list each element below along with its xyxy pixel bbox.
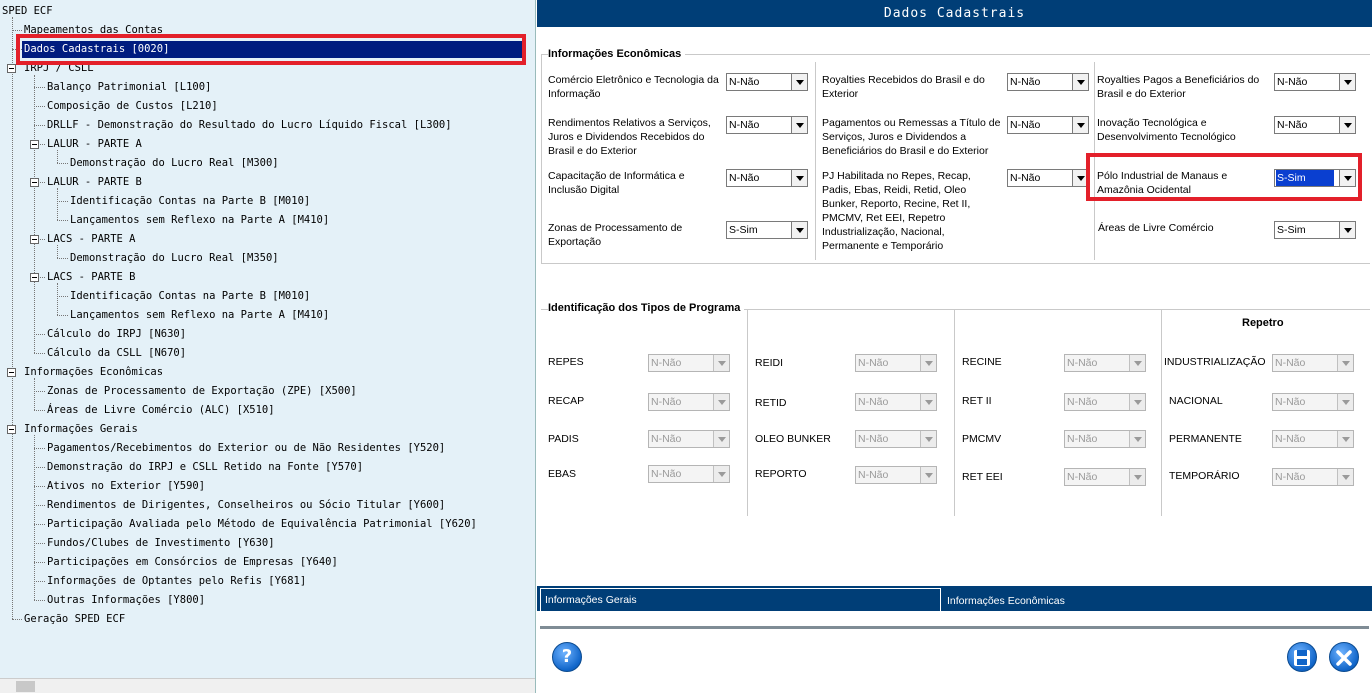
econ-select[interactable]: N-Não: [1274, 73, 1356, 91]
tree-item[interactable]: Identificação Contas na Parte B [M010]: [70, 195, 311, 207]
program-label: PERMANENTE: [1169, 433, 1242, 445]
collapse-icon[interactable]: [30, 235, 39, 244]
chevron-down-icon[interactable]: [1072, 74, 1088, 90]
program-select[interactable]: N-Não: [1272, 354, 1354, 372]
tab-informacoes-economicas[interactable]: Informações Econômicas: [947, 595, 1065, 607]
tab-informacoes-gerais[interactable]: Informações Gerais: [540, 588, 941, 611]
econ-select[interactable]: N-Não: [1007, 73, 1089, 91]
tree-item[interactable]: Lançamentos sem Reflexo na Parte A [M410]: [70, 309, 330, 321]
econ-select[interactable]: N-Não: [726, 116, 808, 134]
chevron-down-icon[interactable]: [1339, 74, 1355, 90]
program-label: PADIS: [548, 433, 579, 445]
collapse-icon[interactable]: [30, 178, 39, 187]
programs-group-title: Identificação dos Tipos de Programa: [548, 302, 744, 314]
tree-item[interactable]: LACS - PARTE A: [47, 233, 136, 245]
program-select[interactable]: N-Não: [1064, 393, 1146, 411]
econ-label: Inovação Tecnológica e Desenvolvimento Tecnológico: [1097, 117, 1236, 143]
chevron-down-icon[interactable]: [791, 170, 807, 186]
chevron-down-icon[interactable]: [1339, 117, 1355, 133]
econ-select[interactable]: N-Não: [1007, 116, 1089, 134]
econ-label: Pólo Industrial de Manaus e Amazônia Ocidental: [1097, 170, 1228, 196]
program-label: INDUSTRIALIZAÇÃO: [1164, 356, 1266, 368]
program-label: RECINE: [962, 356, 1002, 368]
tree-item[interactable]: Informações de Optantes pelo Refis [Y681]: [47, 575, 307, 587]
chevron-down-icon[interactable]: [713, 394, 729, 410]
collapse-icon[interactable]: [7, 64, 16, 73]
tree-item[interactable]: Demonstração do Lucro Real [M300]: [70, 157, 279, 169]
details-panel: [537, 0, 1372, 693]
chevron-down-icon[interactable]: [1337, 469, 1353, 485]
floppy-disk-icon: [1293, 649, 1311, 667]
program-label: OLEO BUNKER: [755, 433, 831, 445]
tree-item[interactable]: Mapeamentos das Contas: [24, 24, 164, 36]
econ-select[interactable]: N-Não: [1007, 169, 1089, 187]
econ-label: PJ Habilitada no Repes, Recap, Padis, Ebas, Reidi, Retid, Oleo Bunker, Reporto, Recine, Ret II, PMCMV, Ret EEI, Repetro Industrialização, Nacional, Permanente e Temporário: [822, 170, 971, 252]
program-label: REPES: [548, 356, 584, 368]
tree-item[interactable]: Áreas de Livre Comércio (ALC) [X510]: [47, 404, 275, 416]
tree-item[interactable]: Zonas de Processamento de Exportação (ZPE) [X500]: [47, 385, 357, 397]
tree-item[interactable]: Cálculo da CSLL [N670]: [47, 347, 187, 359]
tree-item[interactable]: Composição de Custos [L210]: [47, 100, 218, 112]
chevron-down-icon[interactable]: [920, 467, 936, 483]
econ-label: Áreas de Livre Comércio: [1098, 222, 1214, 234]
close-button[interactable]: [1329, 642, 1359, 672]
econ-select[interactable]: S-Sim: [726, 221, 808, 239]
help-button[interactable]: [552, 642, 582, 672]
help-icon: ?: [561, 646, 573, 667]
tree-item[interactable]: Demonstração do Lucro Real [M350]: [70, 252, 279, 264]
chevron-down-icon[interactable]: [1337, 394, 1353, 410]
save-button[interactable]: [1287, 642, 1317, 672]
program-select[interactable]: N-Não: [855, 466, 937, 484]
program-select[interactable]: N-Não: [648, 393, 730, 411]
program-select[interactable]: N-Não: [855, 354, 937, 372]
program-select[interactable]: N-Não: [855, 393, 937, 411]
chevron-down-icon[interactable]: [920, 394, 936, 410]
chevron-down-icon[interactable]: [713, 431, 729, 447]
econ-label: Capacitação de Informática e Inclusão Digital: [548, 170, 685, 196]
econ-label: Zonas de Processamento de Exportação: [548, 222, 683, 248]
tree-item[interactable]: Lançamentos sem Reflexo na Parte A [M410]: [70, 214, 330, 226]
highlight-box: [1086, 153, 1362, 201]
chevron-down-icon[interactable]: [1129, 355, 1145, 371]
program-label: NACIONAL: [1169, 395, 1223, 407]
tree-item[interactable]: Ativos no Exterior [Y590]: [47, 480, 206, 492]
econ-label: Royalties Pagos a Beneficiários do Brasil e do Exterior: [1097, 74, 1260, 100]
program-label: RECAP: [548, 395, 585, 407]
chevron-down-icon[interactable]: [1339, 222, 1355, 238]
collapse-icon[interactable]: [30, 140, 39, 149]
econ-label: Rendimentos Relativos a Serviços, Juros e Dividendos Recebidos do Brasil e do Exterior: [548, 117, 711, 157]
program-label: TEMPORÁRIO: [1169, 470, 1240, 482]
tree-item[interactable]: Outras Informações [Y800]: [47, 594, 206, 606]
econ-select[interactable]: S-Sim: [1274, 221, 1356, 239]
econ-select[interactable]: S-Sim: [1274, 169, 1356, 187]
program-label: REIDI: [755, 357, 784, 369]
program-label: EBAS: [548, 468, 577, 480]
collapse-icon[interactable]: [30, 273, 39, 282]
chevron-down-icon[interactable]: [1129, 394, 1145, 410]
program-select[interactable]: N-Não: [648, 465, 730, 483]
chevron-down-icon[interactable]: [791, 222, 807, 238]
chevron-down-icon[interactable]: [791, 74, 807, 90]
chevron-down-icon[interactable]: [1129, 469, 1145, 485]
panel-title: Dados Cadastrais: [537, 0, 1372, 27]
tree-root[interactable]: SPED ECF: [2, 5, 53, 17]
tree-item[interactable]: Pagamentos/Recebimentos do Exterior ou de Não Residentes [Y520]: [47, 442, 446, 454]
tree-item[interactable]: Fundos/Clubes de Investimento [Y630]: [47, 537, 275, 549]
econ-select[interactable]: N-Não: [1274, 116, 1356, 134]
program-select[interactable]: N-Não: [1064, 468, 1146, 486]
program-label: PMCMV: [962, 433, 1002, 445]
program-select[interactable]: N-Não: [1272, 468, 1354, 486]
tree-item[interactable]: DRLLF - Demonstração do Resultado do Lucro Líquido Fiscal [L300]: [47, 119, 452, 131]
tree-item[interactable]: Geração SPED ECF: [24, 613, 126, 625]
tree-item-selected[interactable]: Dados Cadastrais [0020]: [22, 41, 522, 58]
divider: [540, 626, 1369, 629]
scrollbar-thumb[interactable]: [16, 681, 35, 692]
program-select[interactable]: N-Não: [855, 430, 937, 448]
tree-item[interactable]: LALUR - PARTE A: [47, 138, 142, 150]
collapse-icon[interactable]: [7, 425, 16, 434]
tree-item[interactable]: LALUR - PARTE B: [47, 176, 142, 188]
highlight-box: [16, 34, 526, 65]
chevron-down-icon[interactable]: [920, 355, 936, 371]
tree-item[interactable]: Rendimentos de Dirigentes, Conselheiros ou Sócio Titular [Y600]: [47, 499, 446, 511]
program-label: RET II: [962, 395, 992, 407]
program-label: RET EEI: [962, 471, 1003, 483]
chevron-down-icon[interactable]: [1337, 355, 1353, 371]
tree-item[interactable]: Demonstração do IRPJ e CSLL Retido na Fonte [Y570]: [47, 461, 364, 473]
program-select[interactable]: N-Não: [1064, 430, 1146, 448]
chevron-down-icon[interactable]: [1129, 431, 1145, 447]
chevron-down-icon[interactable]: [1337, 431, 1353, 447]
tree-item[interactable]: IRPJ / CSLL: [24, 62, 94, 74]
econ-label: Pagamentos ou Remessas a Título de Serviços, Juros e Dividendos a Beneficiários do Brasil e do Exterior: [822, 117, 1001, 157]
navigation-tree[interactable]: [0, 0, 536, 693]
econ-group-title: Informações Econômicas: [548, 48, 685, 60]
tree-item[interactable]: Cálculo do IRPJ [N630]: [47, 328, 187, 340]
tree-item[interactable]: Informações Econômicas: [24, 366, 164, 378]
econ-select[interactable]: N-Não: [726, 73, 808, 91]
tree-item[interactable]: Balanço Patrimonial [L100]: [47, 81, 212, 93]
tree-item[interactable]: Identificação Contas na Parte B [M010]: [70, 290, 311, 302]
chevron-down-icon[interactable]: [713, 355, 729, 371]
collapse-icon[interactable]: [7, 368, 16, 377]
econ-select[interactable]: N-Não: [726, 169, 808, 187]
program-select[interactable]: N-Não: [648, 430, 730, 448]
program-select[interactable]: N-Não: [648, 354, 730, 372]
chevron-down-icon[interactable]: [791, 117, 807, 133]
tree-item[interactable]: Participações em Consórcios de Empresas [Y640]: [47, 556, 338, 568]
close-icon: [1336, 650, 1352, 666]
repetro-title: Repetro: [1242, 317, 1284, 329]
tree-item[interactable]: LACS - PARTE B: [47, 271, 136, 283]
program-select[interactable]: N-Não: [1064, 354, 1146, 372]
tree-item[interactable]: Participação Avaliada pelo Método de Equivalência Patrimonial [Y620]: [47, 518, 477, 530]
chevron-down-icon[interactable]: [713, 466, 729, 482]
program-select[interactable]: N-Não: [1272, 430, 1354, 448]
tab-bar: [537, 586, 1372, 611]
tree-item[interactable]: Informações Gerais: [24, 423, 138, 435]
chevron-down-icon[interactable]: [1072, 117, 1088, 133]
econ-label: Comércio Eletrônico e Tecnologia da Informação: [548, 74, 719, 100]
chevron-down-icon[interactable]: [920, 431, 936, 447]
program-label: REPORTO: [755, 468, 807, 480]
horizontal-scrollbar[interactable]: [0, 678, 536, 693]
econ-label: Royalties Recebidos do Brasil e do Exterior: [822, 74, 985, 100]
program-label: RETID: [755, 397, 787, 409]
program-select[interactable]: N-Não: [1272, 393, 1354, 411]
